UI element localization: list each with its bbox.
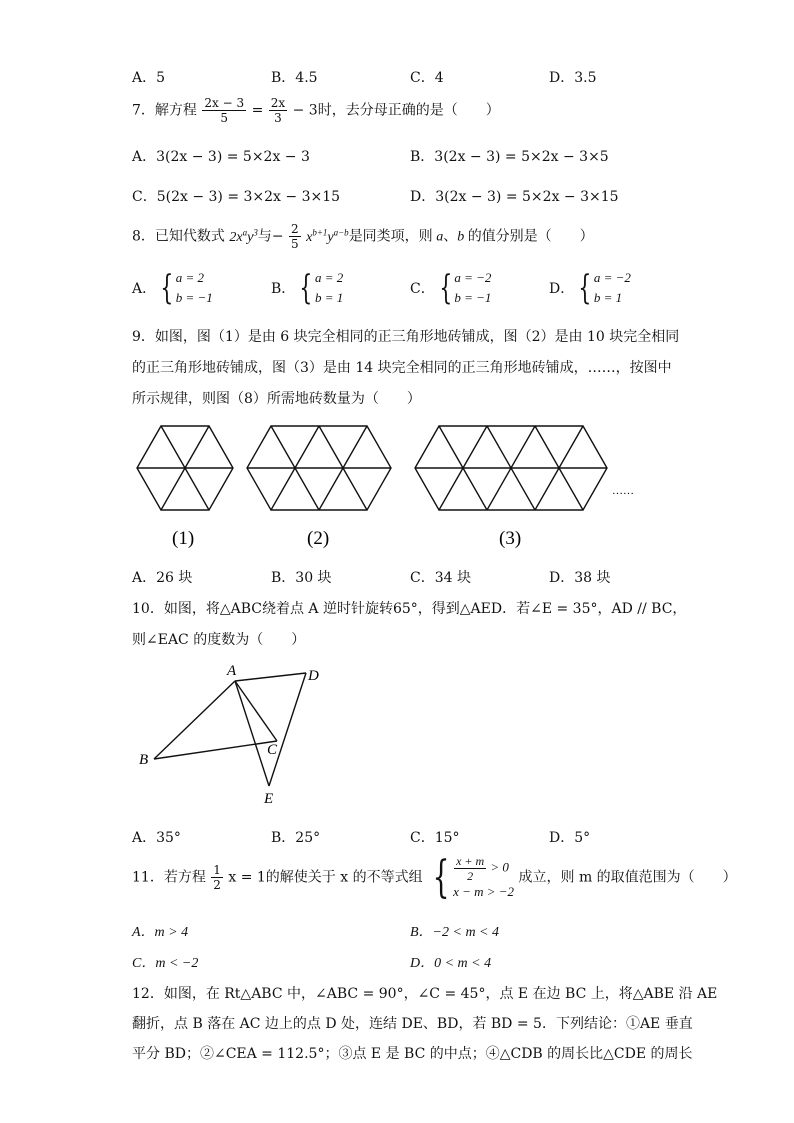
q10-option-d[interactable]: D．5° [549, 830, 591, 846]
q12-line-1: 12．如图，在 Rt△ABC 中，∠ABC = 90°，∠C = 45°，点 E 在边 BC 上，将△ABE 沿 AE [132, 986, 718, 1002]
q11-mid: x = 1的解使关于 x 的不等式组 [228, 869, 423, 886]
point-e-label: E [264, 791, 274, 807]
figure-label-3: (3) [499, 528, 522, 549]
q7-prefix: 7．解方程 [132, 102, 197, 119]
q9-option-d[interactable]: D．38 块 [549, 570, 611, 586]
q9-line-2: 的正三角形地砖铺成，图（3）是由 14 块完全相同的正三角形地砖铺成，……，按图中 [132, 360, 672, 376]
q11-prefix: 11．若方程 [132, 869, 206, 886]
q7-suffix: 时，去分母正确的是（ ） [317, 102, 500, 119]
q11-option-a[interactable]: A．m > 4 [132, 925, 189, 940]
q8-option-c[interactable]: C． { a = −2 b = −1 [410, 268, 492, 308]
q11-suffix: 成立，则 m 的取值范围为（ ） [518, 869, 737, 886]
q6-option-c[interactable]: C．4 [410, 70, 444, 86]
figure-label-1: (1) [172, 528, 195, 549]
q11-option-c[interactable]: C．m < −2 [132, 956, 199, 971]
q8-prefix: 8．已知代数式 [132, 228, 225, 245]
figure-ellipsis: …… [612, 485, 634, 497]
q8-c-eq2: b = −1 [454, 290, 492, 305]
q12-line-2: 翻折，点 B 落在 AC 边上的点 D 处，连结 DE、BD，若 BD = 5．下列结论：①AE 垂直 [132, 1016, 693, 1032]
q9-line-1: 9．如图，图（1）是由 6 块完全相同的正三角形地砖铺成，图（2）是由 10 块完全相同 [132, 329, 680, 345]
q8-b-eq2: b = 1 [314, 290, 344, 305]
point-d-label: D [308, 668, 319, 684]
q7-fraction-left: $\frac{2x - 3}{5}$ [204, 96, 245, 125]
q10-option-c[interactable]: C．15° [410, 830, 460, 846]
figure-3-tiles [415, 426, 607, 510]
q10-line-1: 10．如图，将△ABC绕着点 A 逆时针旋转65°，得到△AED．若∠E = 35°，AD // BC， [132, 601, 687, 617]
q6-option-a[interactable]: A．5 [132, 70, 166, 86]
q8-option-b[interactable]: B． { a = 2 b = 1 [271, 268, 344, 308]
q9-hexagon-figures [130, 420, 660, 560]
q10-option-a[interactable]: A．35° [132, 830, 181, 846]
figure-1-hexagon [137, 426, 233, 510]
q7-option-d[interactable]: D．3(2x − 3) = 5×2x − 3×15 [410, 189, 619, 205]
q8-middle: 与 [257, 228, 272, 245]
q7-fraction-right: $\frac{2x}{3}$ [270, 96, 286, 125]
q10-triangle-figure [130, 655, 350, 815]
q11-option-d[interactable]: D．0 < m < 4 [410, 956, 492, 971]
point-c-label: C [267, 742, 278, 758]
point-b-label: B [139, 752, 149, 768]
q8-a-eq1: a = 2 [175, 270, 205, 285]
q7-stem: 7．解方程 $\frac{2x - 3}{5}$ = $\frac{2x}{3}$ − 3时，去分母正确的是（ ） [132, 96, 500, 125]
q11-stem [132, 851, 737, 903]
q8-c-eq1: a = −2 [454, 270, 492, 285]
q10-line-2: 则∠EAC 的度数为（ ） [132, 632, 306, 648]
q9-option-b[interactable]: B．30 块 [271, 570, 332, 586]
q8-option-a[interactable]: A． { a = 2 b = −1 [132, 268, 213, 308]
q8-d-eq2: b = 1 [593, 290, 623, 305]
q8-b-eq1: a = 2 [314, 270, 344, 285]
q8-option-c-label: C． [410, 281, 435, 297]
q11-sys-line2: x − m > −2 [453, 884, 515, 899]
q11-option-b[interactable]: B．−2 < m < 4 [410, 925, 500, 940]
q8-option-b-label: B． [271, 281, 296, 297]
q8-suffix: 是同类项，则 [348, 228, 433, 245]
q8-option-d-label: D． [549, 281, 575, 297]
q6-option-b[interactable]: B．4.5 [271, 70, 318, 86]
point-a-label: A [227, 663, 237, 679]
figure-2-tiles [247, 426, 391, 510]
q8-option-d[interactable]: D． { a = −2 b = 1 [549, 268, 631, 308]
q8-stem: 8．已知代数式 $2x^ay^3$与− $\frac{2}{5}$ $x^{b+1}y^{a-b}$是同类项，则 a、b 的值分别是（ ） [132, 222, 594, 251]
q8-option-a-label: A． [132, 281, 157, 297]
q9-option-a[interactable]: A．26 块 [132, 570, 193, 586]
q12-line-3: 平分 BD；②∠CEA = 112.5°；③点 E 是 BC 的中点；④△CDB 的周长比△CDE 的周长 [132, 1046, 693, 1062]
q7-option-b[interactable]: B．3(2x − 3) = 5×2x − 3×5 [410, 149, 609, 165]
q9-option-c[interactable]: C．34 块 [410, 570, 471, 586]
q7-option-a[interactable]: A．3(2x − 3) = 5×2x − 3 [132, 149, 310, 165]
q8-suffix2: 的值分别是（ ） [467, 228, 594, 245]
q11-inequality-system: { $\frac{x + m}{2}$ > 0 x − m > −2 [432, 851, 515, 903]
q11-fraction: $\frac{1}{2}$ [213, 863, 221, 892]
q8-a-eq2: b = −1 [175, 290, 213, 305]
q8-d-eq1: a = −2 [593, 270, 631, 285]
q10-option-b[interactable]: B．25° [271, 830, 321, 846]
q8-fraction: $\frac{2}{5}$ [291, 222, 299, 251]
q7-option-c[interactable]: C．5(2x − 3) = 3×2x − 3×15 [132, 189, 341, 205]
q9-line-3: 所示规律，则图（8）所需地砖数量为（ ） [132, 391, 421, 407]
q6-option-d[interactable]: D．3.5 [549, 70, 597, 86]
figure-label-2: (2) [307, 528, 330, 549]
